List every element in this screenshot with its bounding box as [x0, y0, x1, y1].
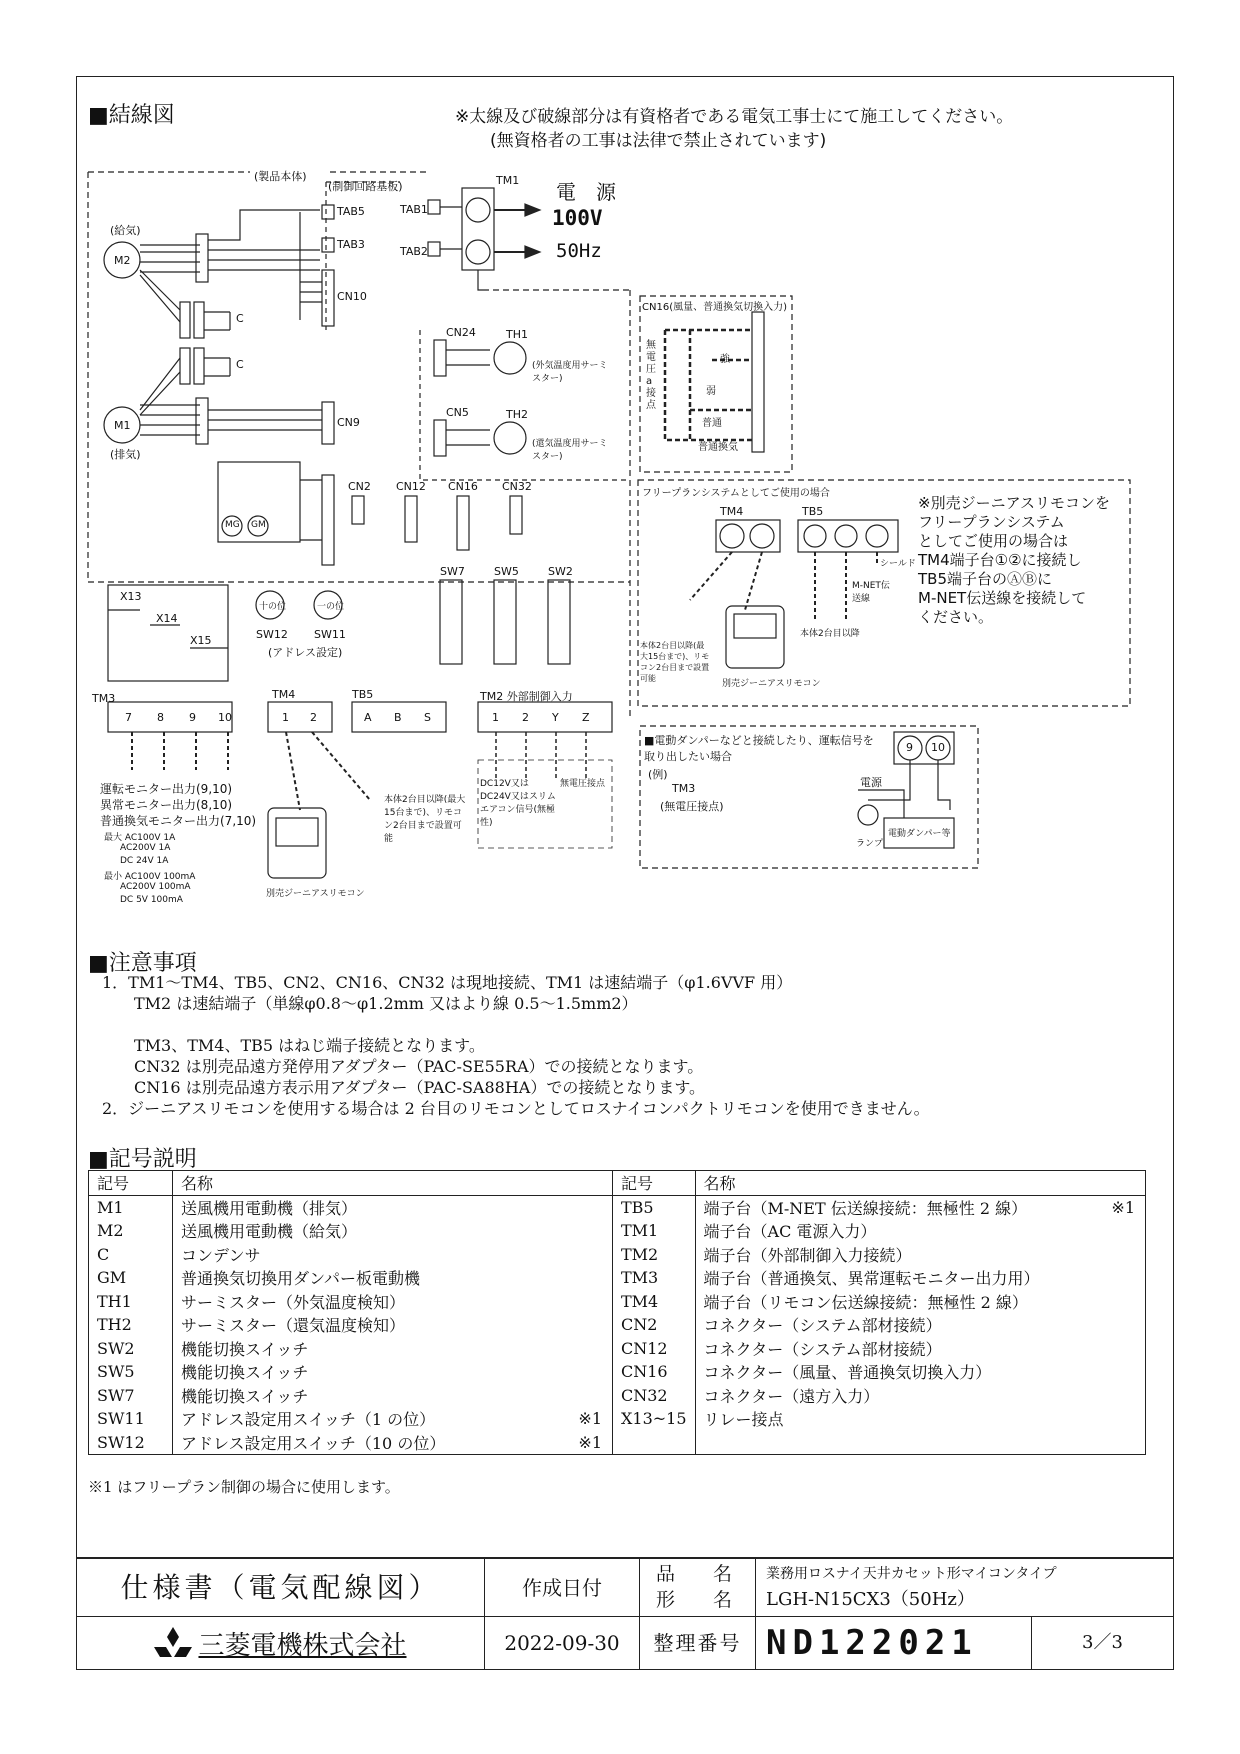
m1-desc: (排気)	[110, 448, 141, 461]
cn16-item-strong: 強	[720, 354, 730, 365]
control-board-label: (制御回路基板)	[328, 180, 403, 193]
cn32-label: CN32	[502, 480, 532, 493]
legend-name-cell	[695, 1313, 1145, 1337]
legend-name: サーミスター（還気温度検知）	[181, 1316, 406, 1336]
legend-symbol-cell	[613, 1219, 696, 1243]
m1-label: M1	[114, 419, 131, 432]
legend-name: サーミスター（外気温度検知）	[181, 1292, 406, 1312]
freeplan-units-label: 本体2台目以降	[800, 629, 860, 639]
m2-desc: (給気)	[110, 224, 141, 237]
legend-name-cell	[695, 1243, 1145, 1267]
legend-symbol: M2	[97, 1221, 124, 1241]
legend-symbol-cell	[613, 1290, 696, 1314]
freeplan-note-line: ※別売ジーニアスリモコンを	[918, 494, 1110, 512]
legend-name: 送風機用電動機（給気）	[181, 1222, 358, 1242]
address-setting-label: (アドレス設定)	[268, 646, 343, 659]
tb5-terminal-s: S	[424, 711, 431, 724]
legend-symbol: CN32	[621, 1385, 668, 1405]
freeplan-title: フリープランシステムとしてご使用の場合	[642, 488, 830, 499]
freeplan-note	[918, 494, 1110, 627]
ref-label: 整理番号	[640, 1617, 756, 1669]
cn16-left-label: 無電圧a接点	[646, 340, 656, 411]
legend-name-cell	[173, 1290, 613, 1314]
capacitor-label-2: C	[236, 358, 244, 371]
legend-symbol: CN2	[621, 1315, 658, 1335]
wiring-warning-line1: ※太線及び破線部分は有資格者である電気工事士にて施工してください。	[455, 107, 1014, 127]
legend-symbol: SW7	[97, 1385, 135, 1405]
cn16-box-title: CN16(風量、普通換気切換入力)	[642, 302, 787, 313]
legend-symbol-cell	[89, 1360, 173, 1384]
tm1-label: TM1	[496, 174, 520, 187]
legend-symbol-cell	[89, 1313, 173, 1337]
th1-label: TH1	[506, 328, 528, 341]
legend-row	[89, 1290, 1146, 1314]
wiring-warning-line2: (無資格者の工事は法律で禁止されています)	[490, 131, 827, 151]
cn16-item-normal-vent: 普通換気	[698, 442, 738, 453]
sw2-label: SW2	[548, 565, 573, 578]
tb5-terminal-a: A	[364, 711, 372, 724]
legend-name-cell	[173, 1313, 613, 1337]
caution-line: CN32 は別売品遠方発停用アダプター（PAC-SE55RA）での接続となります。	[134, 1057, 704, 1076]
damper-contact: (無電圧接点)	[660, 800, 724, 813]
rating-max-ac100: 最大 AC100V 1A	[104, 833, 176, 843]
page-number: 3／3	[1082, 1632, 1123, 1653]
cautions-list	[102, 972, 930, 1119]
remote-note: 本体2台目以降(最大15台まで)、リモコン2台目まで設置可能	[384, 795, 466, 844]
tm4-label: TM4	[272, 688, 296, 701]
sw7-label: SW7	[440, 565, 465, 578]
legend-row	[89, 1266, 1146, 1290]
tm3-label: TM3	[92, 692, 116, 705]
legend-symbol-cell	[89, 1384, 173, 1408]
output-run-monitor: 運転モニター出力(9,10)	[100, 782, 233, 796]
legend-header-sym: 記号	[613, 1171, 696, 1196]
legend-name: 送風機用電動機（排気）	[181, 1198, 358, 1218]
ref-number: ND122021	[756, 1617, 1032, 1669]
damper-title: ■電動ダンパーなどと接続したり、運転信号を取り出したい場合	[644, 734, 874, 763]
tab5-label: TAB5	[337, 205, 365, 218]
legend-symbol: CN16	[621, 1362, 668, 1382]
legend-name-cell	[695, 1337, 1145, 1361]
damper-device: 電動ダンパー等	[888, 829, 951, 839]
legend-footnote: ※1 はフリープラン制御の場合に使用します。	[88, 1478, 400, 1496]
legend-name-cell	[695, 1290, 1145, 1314]
legend-name-cell	[173, 1407, 613, 1431]
caution-line: 1．TM1〜TM4、TB5、CN2、CN16、CN32 は現地接続、TM1 は速結端子（φ1.6VVF 用）	[102, 973, 793, 992]
legend-header-sym: 記号	[89, 1171, 173, 1196]
tab2-label: TAB2	[400, 245, 428, 258]
power-frequency: 50Hz	[556, 240, 602, 262]
legend-symbol-cell	[613, 1266, 696, 1290]
tm2-terminal-y: Y	[552, 711, 559, 724]
legend-name-cell	[173, 1337, 613, 1361]
legend-symbol: SW2	[97, 1338, 135, 1358]
tm3-terminal-10: 10	[218, 711, 232, 724]
no-voltage-contact-label: 無電圧接点	[560, 779, 606, 789]
legend-symbol-cell	[613, 1313, 696, 1337]
legend-symbol-cell	[89, 1431, 173, 1455]
legend-name-cell	[173, 1384, 613, 1408]
legend-header-name: 名称	[173, 1171, 613, 1196]
cn2-label: CN2	[348, 480, 371, 493]
tm2-terminal-1: 1	[492, 711, 499, 724]
legend-note: ※1	[1111, 1197, 1135, 1217]
legend-name-cell	[695, 1360, 1145, 1384]
legend-name-cell	[695, 1195, 1145, 1219]
legend-symbol-cell	[613, 1243, 696, 1267]
legend-symbol: M1	[97, 1197, 124, 1217]
freeplan-note-line: としてご使用の場合は	[918, 532, 1069, 550]
gm-label: GM	[251, 520, 266, 530]
mnet-label: M-NET伝送線	[852, 581, 890, 604]
legend-symbol-cell	[89, 1195, 173, 1219]
legend-symbol: GM	[97, 1268, 127, 1288]
cn10-label: CN10	[337, 290, 367, 303]
model-label: 形 名	[656, 1589, 733, 1611]
x13-label: X13	[120, 590, 142, 603]
remote-bottom-label: 別売ジーニアスリモコン	[266, 889, 365, 899]
model-name: LGH-N15CX3（50Hz）	[766, 1589, 975, 1610]
legend-symbol-cell	[89, 1266, 173, 1290]
legend-symbol-cell	[613, 1431, 696, 1455]
mg-label: MG	[225, 520, 240, 530]
m2-label: M2	[114, 254, 131, 267]
freeplan-tb5-label: TB5	[802, 505, 824, 518]
legend-row	[89, 1384, 1146, 1408]
capacitor-label-1: C	[236, 312, 244, 325]
legend-name-cell	[173, 1195, 613, 1219]
damper-power: 電源	[860, 776, 882, 789]
tm3-terminal-9: 9	[189, 711, 196, 724]
legend-row	[89, 1337, 1146, 1361]
tb5-terminal-b: B	[394, 711, 402, 724]
sw12-label: SW12	[256, 628, 288, 641]
legend-symbol: X13~15	[621, 1409, 687, 1429]
tb5-label: TB5	[352, 688, 374, 701]
legend-symbol-cell	[613, 1384, 696, 1408]
unit-body-label: (製品本体)	[254, 170, 307, 183]
legend-row	[89, 1219, 1146, 1243]
tm3-terminal-7: 7	[125, 711, 132, 724]
legend-symbol: TM4	[621, 1291, 659, 1311]
tm2-ext-label: TM2 外部制御入力	[480, 690, 573, 703]
legend-name-cell	[695, 1219, 1145, 1243]
tm4-terminal-2: 2	[310, 711, 317, 724]
company-name: 三菱電機株式会社	[198, 1630, 407, 1661]
caution-line: TM3、TM4、TB5 はねじ端子接続となります。	[134, 1036, 485, 1055]
freeplan-note-line: M-NET伝送線を接続して	[918, 589, 1087, 607]
sw5-label: SW5	[494, 565, 519, 578]
cn5-label: CN5	[446, 406, 469, 419]
freeplan-note-line: フリープランシステム	[918, 513, 1065, 531]
damper-terminal-10: 10	[931, 741, 945, 754]
doc-title: 仕様書（電気配線図）	[77, 1559, 485, 1617]
legend-name: 端子台（AC 電源入力）	[703, 1222, 877, 1242]
legend-body	[89, 1195, 1146, 1455]
date-label: 作成日付	[485, 1559, 640, 1617]
legend-name: アドレス設定用スイッチ（10 の位）	[181, 1433, 446, 1453]
legend-name: コネクター（風量、普通換気切換入力）	[703, 1363, 992, 1383]
th1-desc: (外気温度用サーミスター)	[532, 361, 608, 384]
rating-min-dc5: DC 5V 100mA	[120, 895, 183, 905]
legend-symbol-cell	[613, 1195, 696, 1219]
damper-example: (例)	[648, 768, 668, 781]
cn16-label: CN16	[448, 480, 478, 493]
legend-name: 普通換気切換用ダンパー板電動機	[181, 1269, 421, 1289]
cn9-label: CN9	[337, 416, 360, 429]
output-error-monitor: 異常モニター出力(8,10)	[100, 798, 233, 812]
caution-line: TM2 は速結端子（単線φ0.8〜φ1.2mm 又はより線 0.5〜1.5mm2）	[134, 994, 638, 1013]
th2-label: TH2	[506, 408, 528, 421]
output-normal-vent-monitor: 普通換気モニター出力(7,10)	[100, 814, 257, 828]
freeplan-note-line: TM4端子台①②に接続し	[918, 551, 1082, 569]
product-label: 品 名	[656, 1563, 733, 1585]
legend-symbol-cell	[89, 1290, 173, 1314]
legend-symbol: SW11	[97, 1409, 145, 1429]
cautions-title: ■注意事項	[88, 951, 197, 976]
legend-symbol: TH1	[97, 1291, 132, 1311]
legend-symbol-cell	[89, 1337, 173, 1361]
company-cell	[77, 1617, 485, 1669]
cn24-label: CN24	[446, 326, 476, 339]
legend-name-cell	[695, 1431, 1145, 1455]
legend-row	[89, 1243, 1146, 1267]
legend-symbol: TB5	[621, 1197, 654, 1217]
legend-symbol-cell	[613, 1407, 696, 1431]
mitsubishi-logo	[154, 1626, 192, 1660]
sw12-dial-label: 十の位	[259, 602, 287, 612]
freeplan-note-left: 本体2台目以降(最大15台まで)、リモコン2台目まで設置可能	[640, 641, 710, 683]
legend-header-row	[89, 1171, 1146, 1196]
legend-symbol: TM1	[621, 1221, 659, 1241]
legend-name: コンデンサ	[181, 1245, 261, 1265]
damper-lamp: ランプ	[856, 839, 884, 849]
caution-line: 2．ジーニアスリモコンを使用する場合は 2 台目のリモコンとしてロスナイコンパクトリモコンを使用できません。	[102, 1099, 930, 1118]
legend-name: 機能切換スイッチ	[181, 1386, 309, 1406]
legend-name-cell	[695, 1384, 1145, 1408]
freeplan-tm4-label: TM4	[720, 505, 744, 518]
date-value: 2022-09-30	[485, 1617, 640, 1669]
legend-name: 機能切換スイッチ	[181, 1339, 309, 1359]
legend-header-name: 名称	[703, 1174, 736, 1194]
shield-label: シールド	[880, 559, 916, 569]
legend-name: コネクター（遠方入力）	[703, 1386, 880, 1406]
legend-name-cell	[173, 1219, 613, 1243]
damper-tm3: TM3	[672, 782, 696, 795]
tab1-label: TAB1	[400, 203, 428, 216]
legend-name: コネクター（システム部材接続）	[703, 1316, 942, 1336]
legend-note: ※1	[578, 1409, 602, 1428]
legend-symbol-cell	[89, 1243, 173, 1267]
legend-symbol-cell	[89, 1219, 173, 1243]
rating-min-ac100: 最小 AC100V 100mA	[104, 872, 196, 882]
legend-row	[89, 1407, 1146, 1431]
title-block	[76, 1558, 1174, 1670]
freeplan-note-line: TB5端子台のⒶⒷに	[918, 570, 1052, 588]
legend-name-cell	[173, 1266, 613, 1290]
legend-name: リレー接点	[703, 1410, 784, 1430]
legend-name-cell	[695, 1266, 1145, 1290]
legend-title: ■記号説明	[88, 1147, 197, 1172]
x14-label: X14	[156, 612, 178, 625]
legend-symbol-cell	[613, 1337, 696, 1361]
power-voltage: 100V	[552, 206, 603, 230]
legend-symbol: CN12	[621, 1338, 668, 1358]
legend-table	[88, 1170, 1146, 1455]
dc-signal-label: DC12V又はDC24V又はスリムエアコン信号(無極性)	[480, 779, 556, 828]
legend-symbol: SW12	[97, 1432, 145, 1452]
wiring-section-title: ■結線図	[88, 103, 175, 128]
legend-name-cell	[173, 1243, 613, 1267]
freeplan-note-line: ください。	[918, 608, 994, 626]
legend-note: ※1	[578, 1432, 602, 1452]
power-label: 電 源	[556, 180, 616, 204]
legend-symbol: TM2	[621, 1244, 659, 1264]
legend-name-cell	[173, 1431, 613, 1455]
legend-name: 端子台（リモコン伝送線接続：無極性 2 線）	[703, 1292, 1028, 1312]
freeplan-remote-label: 別売ジーニアスリモコン	[722, 679, 821, 689]
rating-max-dc24: DC 24V 1A	[120, 856, 169, 866]
legend-name: 機能切換スイッチ	[181, 1363, 309, 1383]
legend-name-cell	[695, 1407, 1145, 1431]
caution-line	[102, 1014, 930, 1035]
legend-row	[89, 1360, 1146, 1384]
legend-row	[89, 1195, 1146, 1219]
legend-row	[89, 1313, 1146, 1337]
legend-symbol-cell	[89, 1407, 173, 1431]
product-labels	[640, 1559, 756, 1617]
cn16-item-normal: 普通	[702, 418, 722, 429]
caution-line: CN16 は別売品遠方表示用アダプター（PAC-SA88HA）での接続となります。	[134, 1078, 706, 1097]
tm4-terminal-1: 1	[282, 711, 289, 724]
legend-symbol-cell	[613, 1360, 696, 1384]
legend-name: コネクター（システム部材接続）	[703, 1339, 942, 1359]
legend-name: 端子台（普通換気、異常運転モニター出力用）	[703, 1269, 1040, 1289]
legend-name-cell	[173, 1360, 613, 1384]
rating-min-ac200: AC200V 100mA	[120, 882, 191, 892]
product-name: 業務用ロスナイ天井カセット形マイコンタイプ	[766, 1566, 1057, 1582]
legend-name: 端子台（M-NET 伝送線接続：無極性 2 線）	[703, 1198, 1028, 1218]
tm2-terminal-2: 2	[522, 711, 529, 724]
cn12-label: CN12	[396, 480, 426, 493]
legend-symbol: TH2	[97, 1315, 132, 1335]
legend-row	[89, 1431, 1146, 1455]
rating-max-ac200: AC200V 1A	[120, 843, 171, 853]
legend-name: 端子台（外部制御入力接続）	[703, 1245, 912, 1265]
x15-label: X15	[190, 634, 212, 647]
cn16-item-weak: 弱	[706, 386, 716, 397]
sw11-dial-label: 一の位	[317, 602, 345, 612]
tab3-label: TAB3	[337, 238, 365, 251]
th2-desc: (還気温度用サーミスター)	[532, 439, 608, 462]
legend-symbol: C	[97, 1244, 110, 1264]
legend-name: アドレス設定用スイッチ（1 の位）	[181, 1410, 436, 1430]
sw11-label: SW11	[314, 628, 346, 641]
product-values	[756, 1559, 1173, 1617]
legend-symbol: SW5	[97, 1362, 135, 1382]
damper-terminal-9: 9	[906, 741, 913, 754]
tm3-terminal-8: 8	[157, 711, 164, 724]
tm2-terminal-z: Z	[582, 711, 590, 724]
legend-symbol: TM3	[621, 1268, 659, 1288]
